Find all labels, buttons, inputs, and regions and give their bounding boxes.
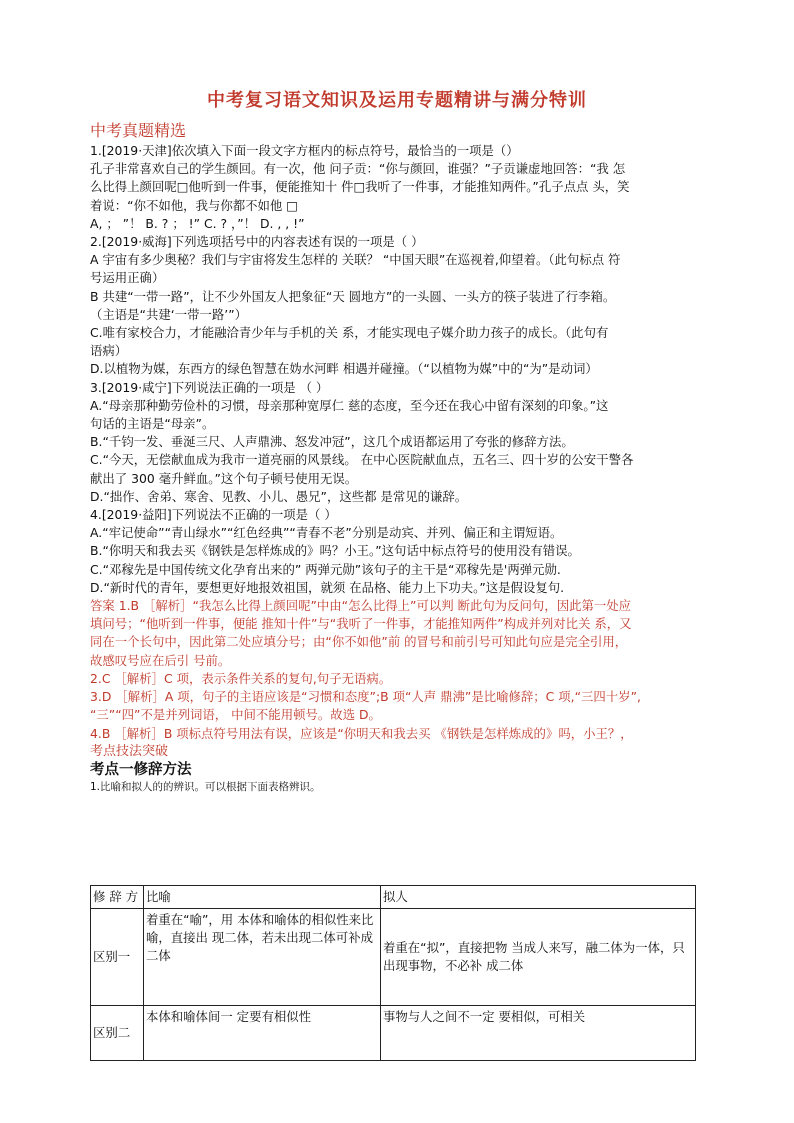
question-1-text-line: 孔子非常喜欢自己的学生颜回。有一次，他 问子贡：“你与颜回，谁强？”子贡谦虚地回答：“我 怎: [90, 161, 626, 177]
table-cell: 着重在“拟”，直接把物 当成人来写，融二体为一体，只出现事物，不必补 成二体: [381, 909, 696, 1006]
answer-2: 2.C ［解析］C 项，表示条件关系的复句,句子无语病。: [90, 670, 392, 686]
table-header-cell: 修 辞 方: [91, 886, 144, 909]
metaphor-personification-table: [90, 885, 696, 1061]
question-3-option-a-cont: 句话的主语是“母亲”。: [90, 416, 215, 432]
section-heading-exam-questions: 中考真题精选: [90, 121, 187, 140]
table-intro-note: 1.比喻和拟人的的辨识。可以根据下面表格辨识。: [90, 781, 321, 794]
question-3-option-c: C.“今天，无偿献血成为我市一道亮丽的风景线。 在中心医院献血点，五名三、四十岁的公安干警各: [90, 452, 634, 468]
document-title: 中考复习语文知识及运用专题精讲与满分特训: [207, 90, 587, 111]
question-2-option-a: A 宇宙有多少奥秘？我们与宇宙将发生怎样的 关联？ “中国天眼”在巡视着,仰望着。（此句标点 符: [90, 252, 621, 268]
document-body: [90, 142, 702, 795]
question-4-option-c: C.“邓稼先是中国传统文化孕育出来的” 两弹元勋”该句子的主干是“邓稼先是'两弹元勋.: [90, 561, 561, 577]
table-row: [91, 909, 696, 1006]
section-heading-techniques: 考点技法突破: [90, 743, 169, 759]
question-3-option-d: D.“拙作、舍弟、寒舍、见教、小儿、愚兄”，这些都 是常见的谦辞。: [90, 488, 468, 504]
question-3-stem: 3.[2019·咸宁]下列说法正确的一项是 （ ）: [90, 379, 329, 395]
answer-3-line: “三”“四”不是并列词语， 中间不能用顿号。故选 D。: [90, 707, 381, 723]
question-4-option-a: A.“牢记使命”“青山绿水”“红色经典”“青春不老”分别是动宾、并列、偏正和主谓短语。: [90, 525, 563, 541]
question-4-option-d: D.“新时代的青年，要想更好地报效祖国，就须 在品格、能力上下功夫。”这是假设复句.: [90, 579, 565, 595]
answer-1-line: 同在一个长句中，因此第二处应填分号；由“你不如他”前 的冒号和前引号可知此句应是完全引用，: [90, 634, 628, 650]
question-2-option-b-cont: （主语是“共建‘一带一路’”）: [90, 306, 248, 322]
section-heading-rhetoric: 考点一修辞方法: [90, 761, 192, 778]
table-cell: 本体和喻体间一 定要有相似性: [144, 1006, 381, 1061]
table-cell: 事物与人之间不一定 要相似，可相关: [381, 1006, 696, 1061]
answer-1-line: 填问号；“他听到一件事，便能 推知十件”与“我听了一件事，才能推知两件”构成并列对比关 系，又: [90, 616, 632, 632]
question-1-text-line: 着说：“你不如他，我与你都不如他 □: [90, 197, 298, 213]
question-1-text-line: 么比得上颜回呢□他听到一件事，便能推知十 件□我听了一件事，才能推知两件。”孔子点点 头，笑: [90, 179, 630, 195]
question-4-stem: 4.[2019·益阳]下列说法不正确的一项是（ ）: [90, 507, 337, 523]
question-3-option-c-cont: 献出了 300 毫升鲜血。”这个句子顿号使用无误。: [90, 470, 358, 486]
answer-1-line: 答案 1.B ［解析］“我怎么比得上颜回呢”中由“怎么比得上”可以判 断此句为反问句，因此第一处应: [90, 598, 632, 614]
table-header-cell: 拟人: [381, 886, 696, 909]
table-row-label: 区别二: [91, 1006, 144, 1061]
answer-1-line: 故感叹号应在后引 号前。: [90, 652, 231, 668]
question-2-stem: 2.[2019·威海]下列选项括号中的内容表述有误的一项是（ ）: [90, 234, 424, 250]
table-row-label: 区别一: [91, 909, 144, 1006]
question-2-option-b: B 共建“一带一路”，让不少外国友人把象征“天 圆地方”的一头圆、一头方的筷子装进了行李箱。: [90, 288, 616, 304]
table-row: [91, 1006, 696, 1061]
table-header-row: [91, 886, 696, 909]
answer-3-line: 3.D ［解析］A 项，句子的主语应该是“习惯和态度”;B 项“人声 鼎沸”是比喻修辞；C 项,“三四十岁”,: [90, 689, 641, 705]
question-2-option-d: D.以植物为媒，东西方的绿色智慧在妫水河畔 相遇并碰撞。（“以植物为媒”中的“为”是动词）: [90, 361, 598, 377]
question-2-option-c: C.唯有家校合力，才能融洽青少年与手机的关 系，才能实现电子媒介助力孩子的成长。（此句有: [90, 325, 609, 341]
table-header-cell: 比喻: [144, 886, 381, 909]
answer-4: 4.B ［解析］B 项标点符号用法有误，应该是“你明天和我去买 《钢铁是怎样炼成的》吗，小王？，: [90, 725, 633, 741]
question-2-option-c-cont: 语病）: [90, 343, 128, 359]
question-1-stem: 1.[2019·天津]依次填入下面一段文字方框内的标点符号，最恰当的一项是（）: [90, 143, 519, 158]
question-3-option-b: B.“千钧一发、垂涎三尺、人声鼎沸、怒发冲冠”，这几个成语都运用了夸张的修辞方法。: [90, 434, 574, 450]
table-cell: 着重在“喻”，用 本体和喻体的相似性来比喻，直接出 现二体，若未出现二体可补成二体: [144, 909, 381, 1006]
question-3-option-a: A.“母亲那种勤劳俭朴的习惯，母亲那种宽厚仁 慈的态度，至今还在我心中留有深刻的印象。”这: [90, 397, 609, 413]
question-1-options: A, ； ”！ B. ? ； !” C. ? ，”！ D. , , !”: [90, 215, 305, 231]
question-2-option-a-cont: 号运用正确）: [90, 270, 165, 286]
question-4-option-b: B.“你明天和我去买《钢铁是怎样炼成的》吗？小王。”这句话中标点符号的使用没有错误。: [90, 543, 580, 559]
